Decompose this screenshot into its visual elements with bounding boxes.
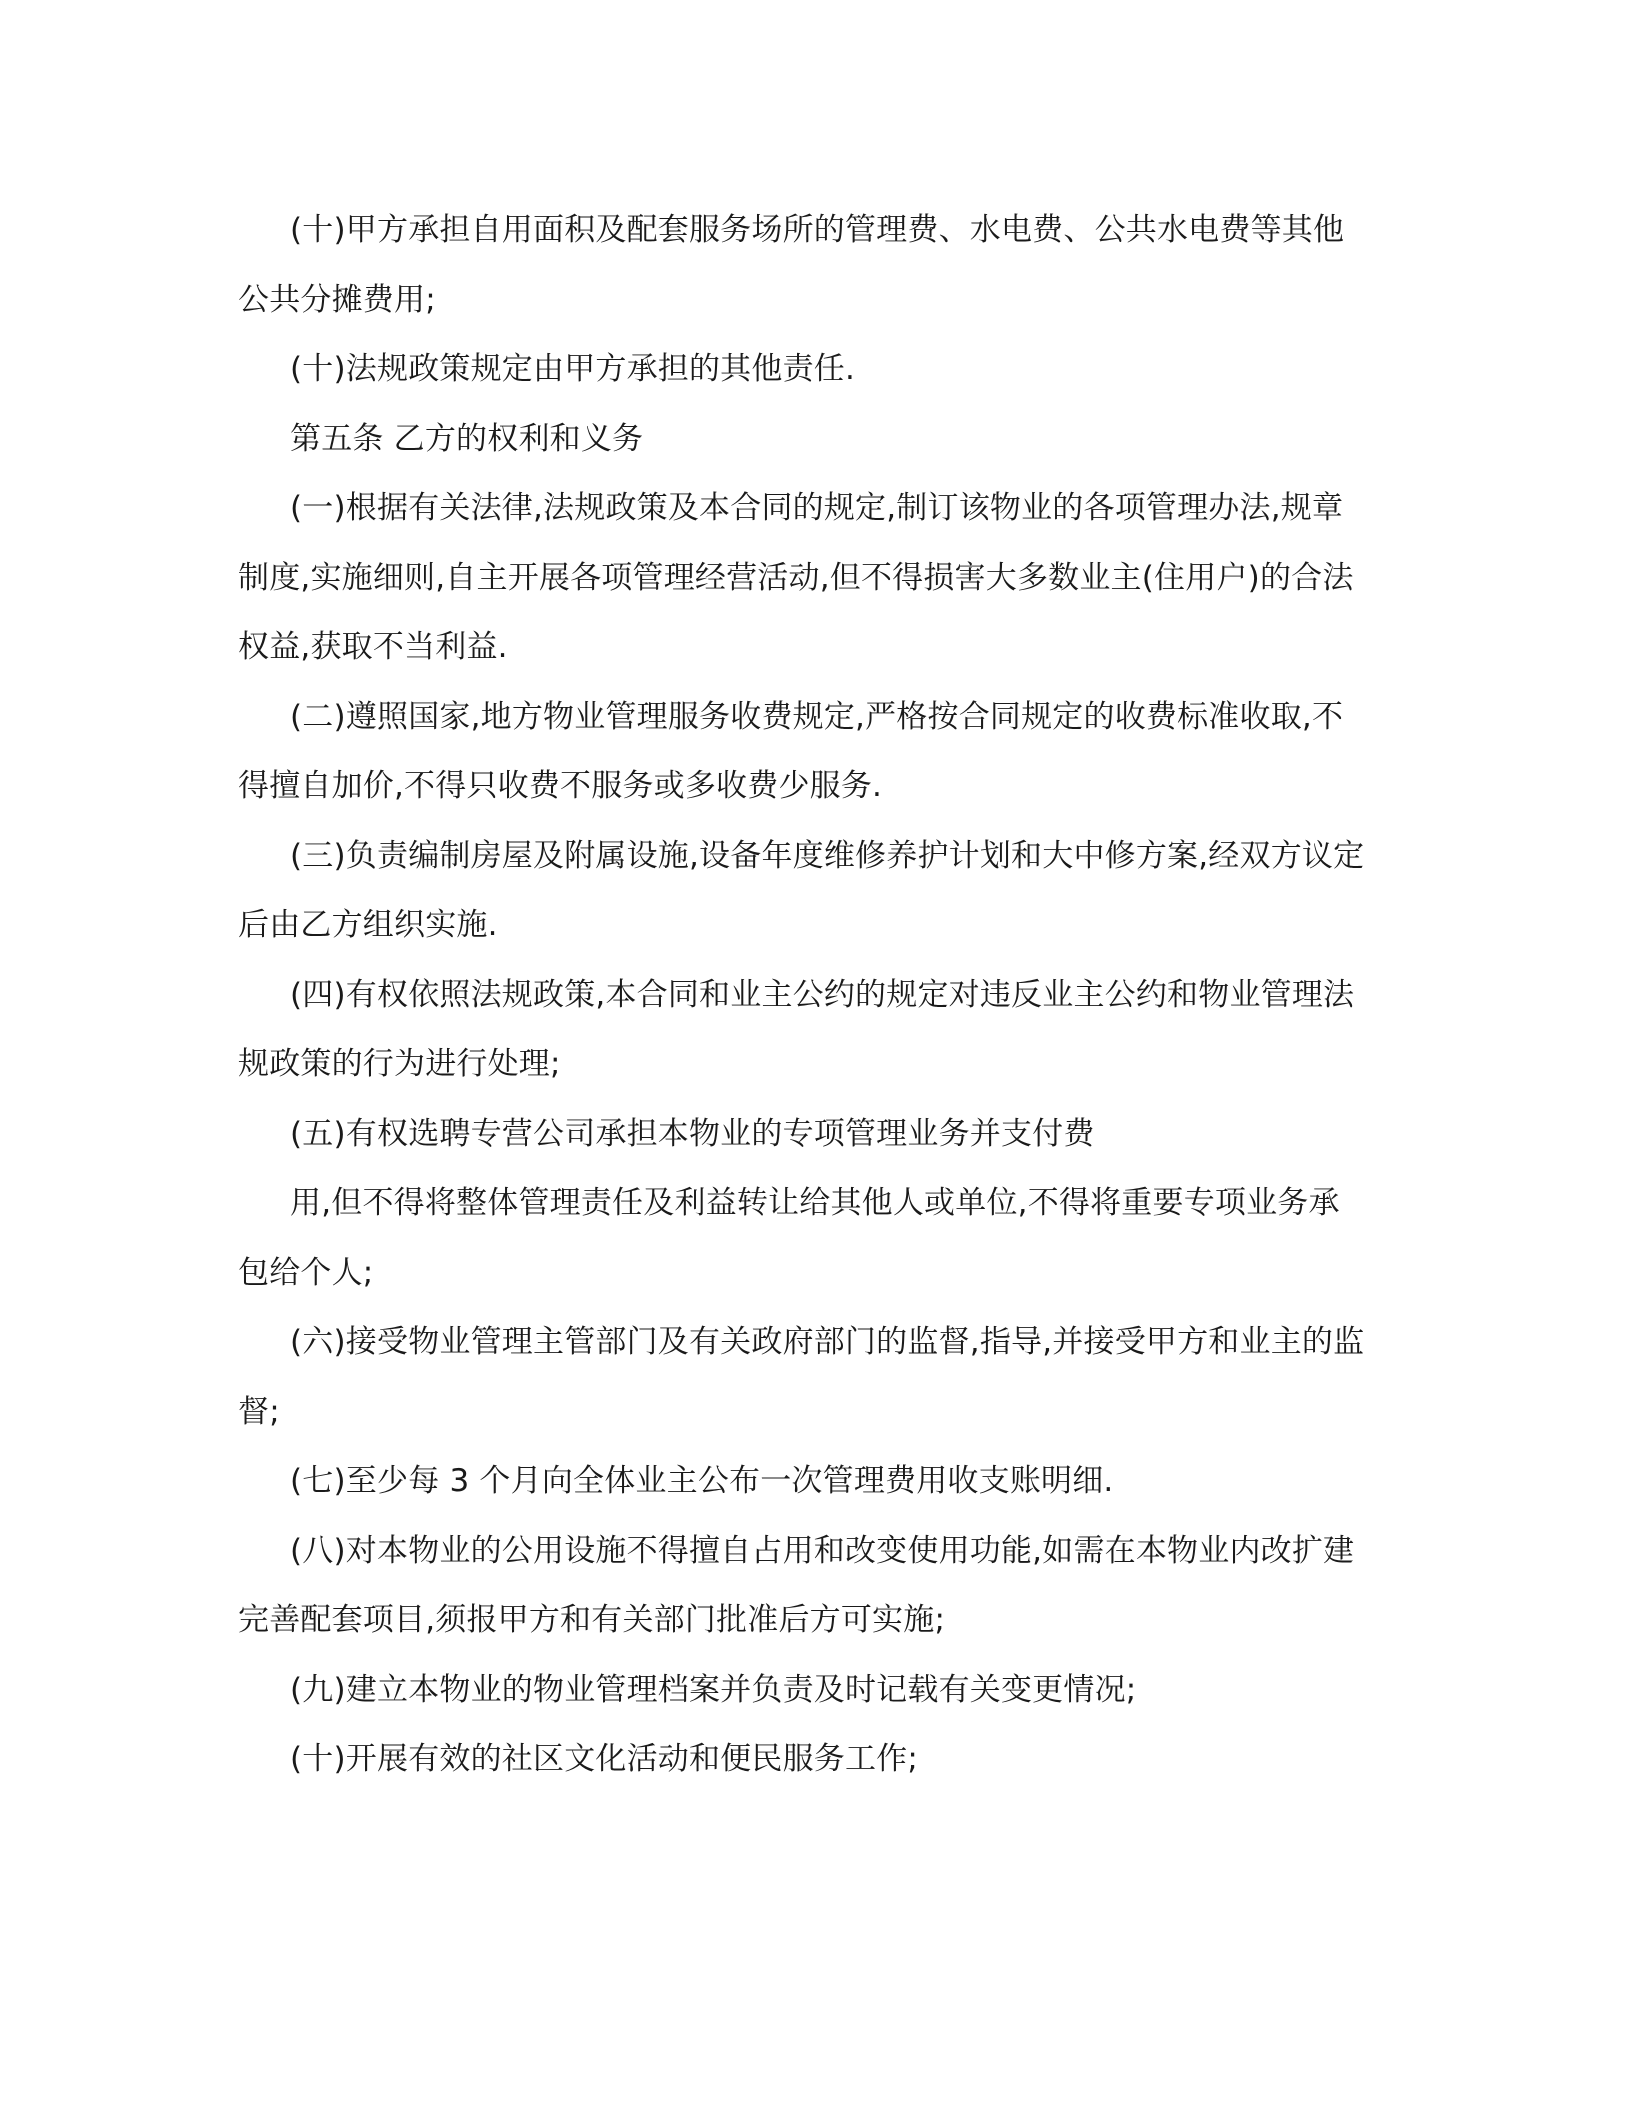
clause-10-line-1: (十)甲方承担自用面积及配套服务场所的管理费、水电费、公共水电费等其他 — [290, 212, 1345, 248]
clause-2-line-1: (二)遵照国家,地方物业管理服务收费规定,严格按合同规定的收费标准收取,不 — [290, 698, 1344, 735]
clause-1-line-1: (一)根据有关法律,法规政策及本合同的规定,制订该物业的各项管理办法,规章 — [290, 490, 1344, 526]
clause-1-line-2: 制度,实施细则,自主开展各项管理经营活动,但不得损害大多数业主(住用户)的合法 — [238, 559, 1354, 596]
clause-2-line-2: 得擅自加价,不得只收费不服务或多收费少服务. — [238, 768, 883, 804]
clause-5-line-3: 包给个人; — [238, 1254, 374, 1291]
clause-1-line-3: 权益,获取不当利益. — [238, 629, 508, 665]
clause-4-line-1: (四)有权依照法规政策,本合同和业主公约的规定对违反业主公约和物业管理法 — [290, 976, 1355, 1013]
clause-7: (七)至少每 3 个月向全体业主公布一次管理费用收支账明细. — [290, 1463, 1114, 1499]
clause-5-line-1: (五)有权选聘专营公司承担本物业的专项管理业务并支付费 — [290, 1115, 1095, 1152]
clause-6-line-1: (六)接受物业管理主管部门及有关政府部门的监督,指导,并接受甲方和业主的监 — [290, 1324, 1365, 1360]
clause-8-line-1: (八)对本物业的公用设施不得擅自占用和改变使用功能,如需在本物业内改扩建 — [290, 1532, 1355, 1569]
clause-6-line-2: 督; — [238, 1393, 280, 1430]
clause-4-line-2: 规政策的行为进行处理; — [238, 1046, 561, 1082]
clause-10b: (十)法规政策规定由甲方承担的其他责任. — [290, 351, 856, 387]
clause-10c: (十)开展有效的社区文化活动和便民服务工作; — [290, 1741, 919, 1777]
clause-3-line-2: 后由乙方组织实施. — [238, 907, 498, 943]
clause-10-line-2: 公共分摊费用; — [238, 281, 436, 318]
clause-9: (九)建立本物业的物业管理档案并负责及时记载有关变更情况; — [290, 1671, 1137, 1708]
article-5-heading: 第五条 乙方的权利和义务 — [290, 420, 644, 457]
document-body — [238, 196, 1388, 1795]
clause-5-line-2: 用,但不得将整体管理责任及利益转让给其他人或单位,不得将重要专项业务承 — [290, 1185, 1340, 1221]
clause-3-line-1: (三)负责编制房屋及附属设施,设备年度维修养护计划和大中修方案,经双方议定 — [290, 837, 1365, 874]
clause-8-line-2: 完善配套项目,须报甲方和有关部门批准后方可实施; — [238, 1602, 946, 1638]
